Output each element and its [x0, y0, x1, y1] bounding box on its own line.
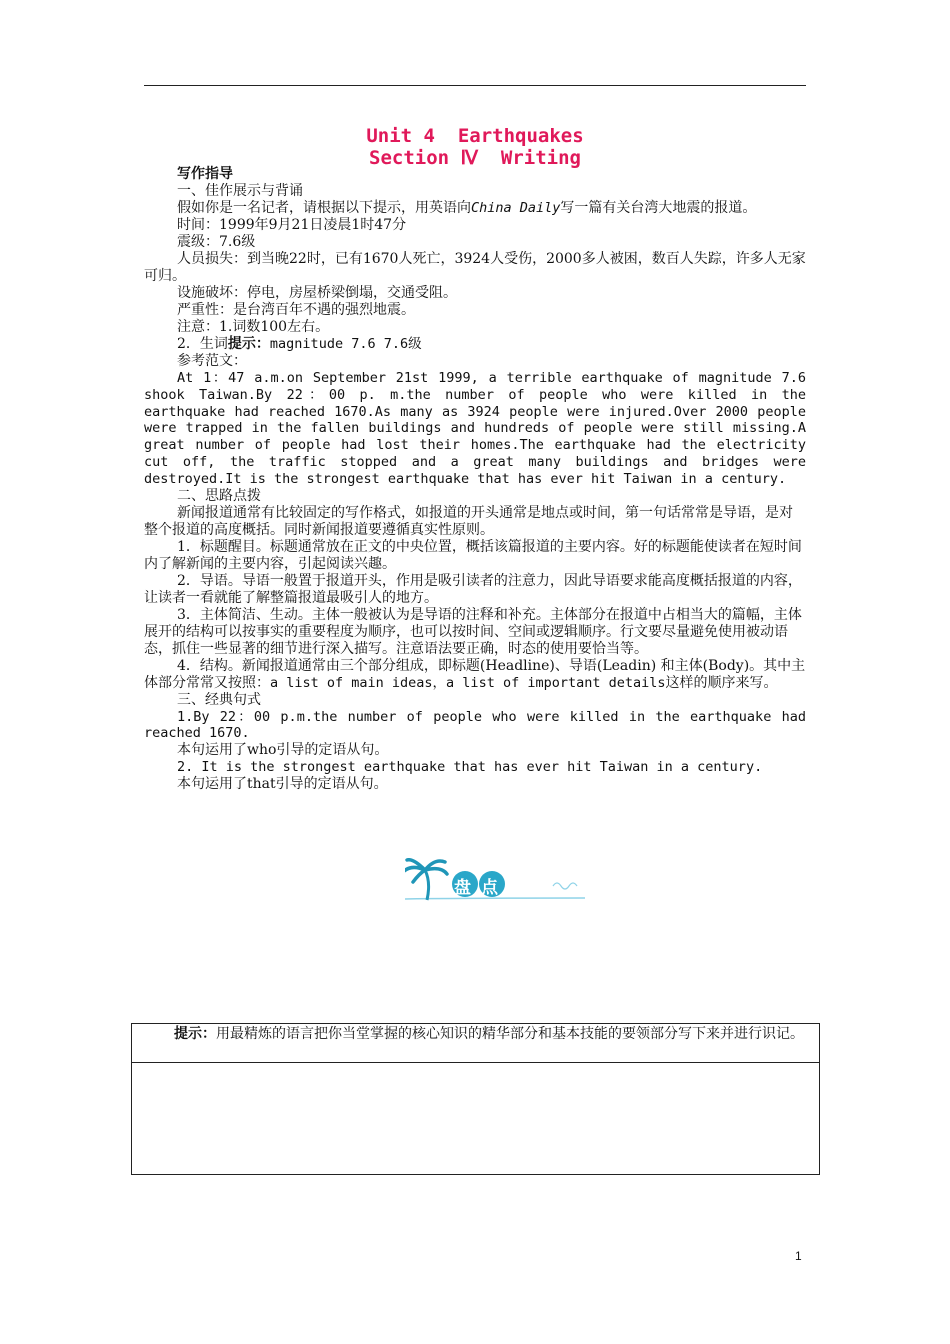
summary-logo [405, 858, 585, 906]
part1-heading: 一、佳作展示与背诵 [177, 183, 303, 199]
vocab-bold: 提示： [227, 336, 270, 352]
sample-label: 参考范文： [177, 353, 247, 369]
vocab-post: magnitude 7.6 7.6级 [269, 336, 422, 352]
tip-text: 用最精炼的语言把你当堂掌握的核心知识的精华部分和基本技能的要领部分写下来并进行识记。 [216, 1026, 804, 1042]
page-subtitle: Section Ⅳ Writing [369, 147, 581, 169]
sentence-1: 1.By 22：00 p.m.the number of people who were killed in the earthquake had reached 1670. [144, 708, 806, 742]
sentence-2-note: 本句运用了that引导的定语从句。 [177, 775, 388, 792]
prompt-damage: 设施破坏：停电，房屋桥梁倒塌，交通受阻。 [177, 285, 457, 301]
prompt-magnitude: 震级：7.6级 [177, 234, 256, 250]
part3-heading: 三、经典句式 [177, 691, 261, 708]
page-title: Unit 4 Earthquakes [366, 125, 584, 147]
part2-item-2: 2．导语。导语一般置于报道开头，作用是吸引读者的注意力，因此导语要求能高度概括报道的内容，让读者一看就能了解整篇报道最吸引人的地方。 [144, 572, 802, 606]
item4-post: 这样的顺序来写。 [665, 674, 778, 691]
writing-prompt [144, 200, 806, 217]
part2-intro: 新闻报道通常有比较固定的写作格式，如报道的开头通常是地点或时间，第一句话常常是导语，是对整个报道的高度概括。同时新闻报道要遵循真实性原则。 [144, 504, 793, 538]
tip-label: 提示： [174, 1026, 216, 1042]
prompt-italic: China Daily [471, 200, 561, 216]
item4-pre: 4．结构。新闻报道通常由三个部分组成，即标题(Headline)、导语(Leadin) 和主体(Body)。其中主体部分常常又按照： [144, 657, 806, 691]
page-number: 1 [795, 1249, 802, 1263]
sample-essay: At 1：47 a.m.on September 21st 1999, a terrible earthquake of magnitude 7.6 shook Taiwan.By 22：00 p. m.the number of people who were killed in the earthquake had reached 1670.As many as 3924 people were injured.Over 2000 people were trapped in the fallen buildings and hundreds of people were still missing.A great number of people had lost their homes.The earthquake had the electricity cut off, the traffic stopped and a great many buildings and bridges were destroyed.It is the strongest earthquake that has ever hit Taiwan in a century. [144, 370, 806, 487]
part2-item-4 [144, 658, 806, 692]
prompt-pre: 假如你是一名记者，请根据以下提示，用英语向 [177, 200, 471, 216]
prompt-severity: 严重性：是台湾百年不遇的强烈地震。 [177, 302, 415, 318]
sentence-1-note: 本句运用了who引导的定语从句。 [177, 742, 389, 759]
part2-item-3: 3．主体简洁、生动。主体一般被认为是导语的注释和补充。主体部分在报道中占相当大的篇幅，主体展开的结构可以按事实的重要程度为顺序，也可以按时间、空间或逻辑顺序。行文要尽量避免使用被动语态，抓住一些显著的细节进行深入描写。注意语法要正确，时态的使用要恰当等。 [144, 606, 802, 657]
vocab-pre: 2．生词 [177, 336, 228, 352]
tip-box [131, 1023, 820, 1175]
part2-heading: 二、思路点拨 [177, 487, 261, 504]
prompt-post: 写一篇有关台湾大地震的报道。 [560, 200, 757, 216]
prompt-time: 时间：1999年9月21日凌晨1时47分 [177, 217, 407, 233]
vocab-hint [144, 336, 806, 353]
main-content [144, 166, 806, 793]
logo-text: 盘点收获 [454, 878, 562, 898]
item4-mono: a list of main ideas，a list of important details [270, 674, 666, 691]
prompt-note: 注意：1.词数100左右。 [177, 319, 330, 335]
header-rule [144, 85, 806, 86]
prompt-casualties: 人员损失：到当晚22时，已有1670人死亡，3924人受伤，2000多人被困，数百人失踪，许多人无家可归。 [144, 251, 806, 284]
part2-item-1: 1．标题醒目。标题通常放在正文的中央位置，概括该篇报道的主要内容。好的标题能使读者在短时间内了解新闻的主要内容，引起阅读兴趣。 [144, 538, 802, 572]
tip-box-header [132, 1024, 819, 1063]
sentence-2: 2. It is the strongest earthquake that has ever hit Taiwan in a century. [177, 759, 763, 776]
tip-notes-area[interactable] [132, 1063, 819, 1175]
section-heading: 写作指导 [177, 166, 233, 182]
